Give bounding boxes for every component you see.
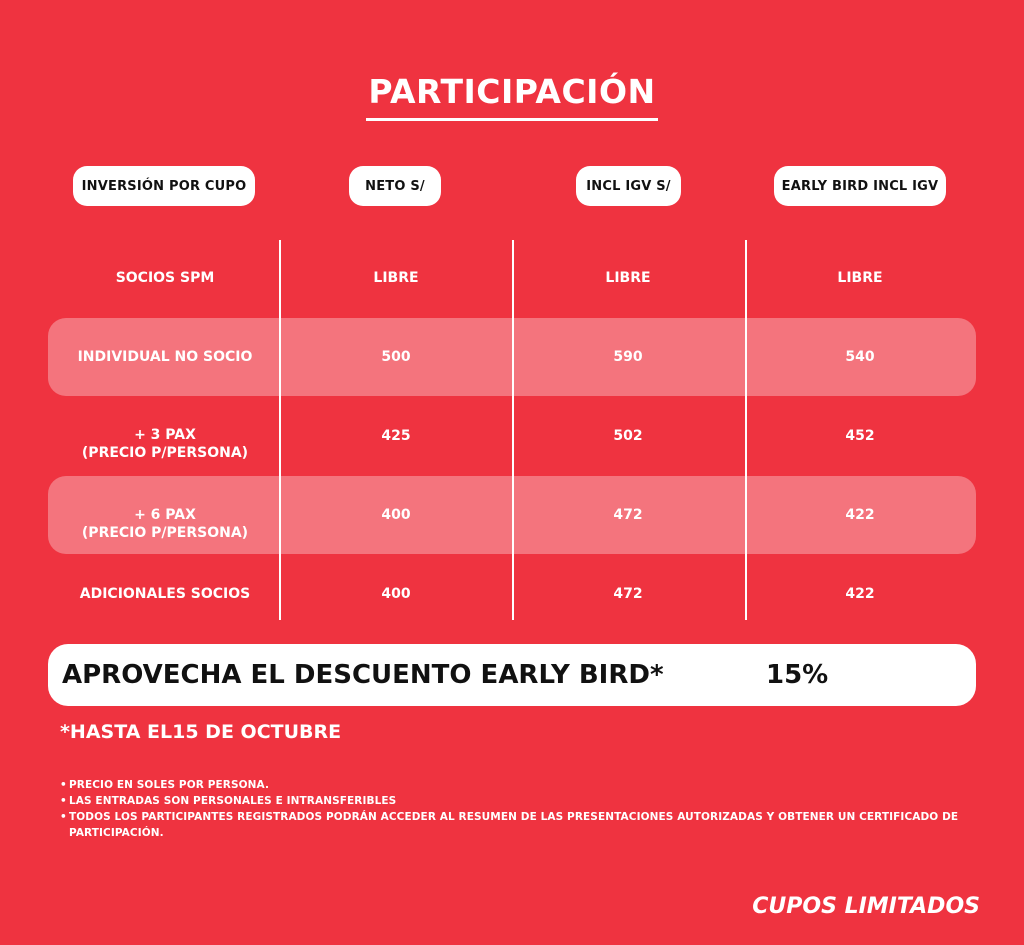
bullet-icon: • xyxy=(60,795,67,807)
header-neto: NETO S/ xyxy=(349,166,441,206)
neto-value: LIBRE xyxy=(373,270,419,286)
header-incl-igv: INCL IGV S/ xyxy=(576,166,681,206)
row-label: + 3 PAX (PRECIO P/PERSONA) xyxy=(81,427,249,461)
limited-spots-label: CUPOS LIMITADOS xyxy=(752,894,980,919)
deadline-note: *HASTA EL15 DE OCTUBRE xyxy=(60,721,342,743)
notes-list xyxy=(60,777,980,841)
row-label: SOCIOS SPM xyxy=(115,270,215,286)
neto-value: 425 xyxy=(381,428,411,444)
incl-igv-value: 472 xyxy=(613,586,643,602)
neto-value: 500 xyxy=(381,349,411,365)
bullet-icon: • xyxy=(60,811,67,823)
page-title: PARTICIPACIÓN xyxy=(0,70,1024,121)
header-early-bird: EARLY BIRD INCL IGV xyxy=(774,166,946,206)
incl-igv-value: LIBRE xyxy=(605,270,651,286)
row-label: ADICIONALES SOCIOS xyxy=(79,586,251,602)
promo-discount-value: 15% xyxy=(766,660,829,690)
neto-value: 400 xyxy=(381,586,411,602)
incl-igv-value: 472 xyxy=(613,507,643,523)
row-label: + 6 PAX (PRECIO P/PERSONA) xyxy=(81,507,249,541)
early-bird-value: 540 xyxy=(845,349,875,365)
early-bird-value: 422 xyxy=(845,507,875,523)
promo-text: APROVECHA EL DESCUENTO EARLY BIRD* xyxy=(62,660,664,690)
column-divider xyxy=(745,240,747,620)
note-item: • TODOS LOS PARTICIPANTES REGISTRADOS PODRÁN ACCEDER AL RESUMEN DE LAS PRESENTACIONES AUTORIZADAS Y OBTENER UN CERTIFICADO DE PARTICIPACIÓN. xyxy=(60,811,959,839)
row-label: INDIVIDUAL NO SOCIO xyxy=(77,349,253,365)
incl-igv-value: 502 xyxy=(613,428,643,444)
early-bird-value: 452 xyxy=(845,428,875,444)
early-bird-value: LIBRE xyxy=(837,270,883,286)
note-item: • PRECIO EN SOLES POR PERSONA. xyxy=(60,779,270,791)
early-bird-value: 422 xyxy=(845,586,875,602)
neto-value: 400 xyxy=(381,507,411,523)
early-bird-promo-banner xyxy=(48,644,976,706)
column-divider xyxy=(279,240,281,620)
column-divider xyxy=(512,240,514,620)
bullet-icon: • xyxy=(60,779,67,791)
incl-igv-value: 590 xyxy=(613,349,643,365)
header-inversion-por-cupo: INVERSIÓN POR CUPO xyxy=(73,166,255,206)
note-item: • LAS ENTRADAS SON PERSONALES E INTRANSFERIBLES xyxy=(60,795,397,807)
